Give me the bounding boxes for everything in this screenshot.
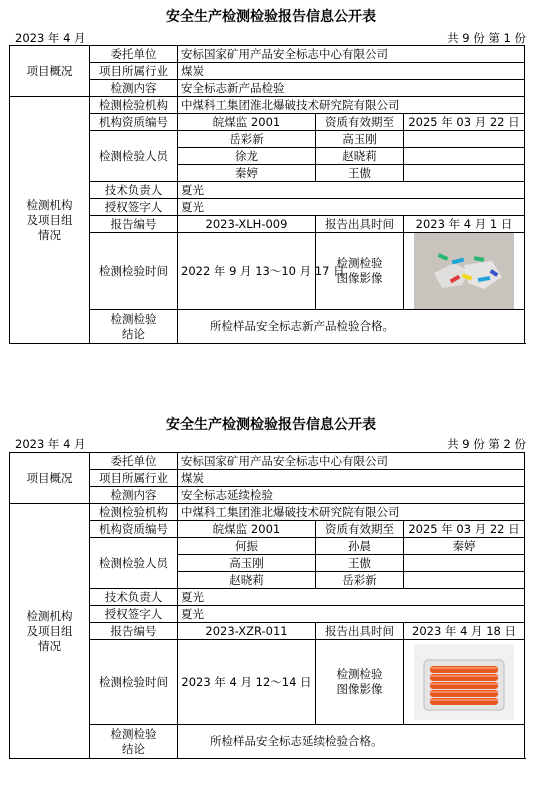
testers-label: 检测检验人员 [90,131,178,182]
test-content-value: 安全标志新产品检验 [178,80,525,97]
report-date: 2023 年 4 月 [15,437,86,451]
entrust-unit-value: 安标国家矿用产品安全标志中心有限公司 [178,46,525,63]
report-table [9,452,525,759]
tester-name: 王傲 [316,165,404,182]
qualification-no-value: 皖煤监 2001 [178,114,316,131]
industry-value: 煤炭 [178,470,525,487]
tester-name: 岳彩新 [316,572,404,589]
issue-date-value: 2023 年 4 月 18 日 [404,623,525,640]
institution-group-label: 检测机构 及项目组 情况 [10,97,90,344]
tester-name [404,165,525,182]
institution-label: 检测检验机构 [90,504,178,521]
institution-group-label: 检测机构 及项目组 情况 [10,504,90,759]
test-content-label: 检测内容 [90,80,178,97]
entrust-unit-value: 安标国家矿用产品安全标志中心有限公司 [178,453,525,470]
validity-value: 2025 年 03 月 22 日 [404,114,525,131]
tester-name: 高玉刚 [316,131,404,148]
qualification-no-value: 皖煤监 2001 [178,521,316,538]
qualification-no-label: 机构资质编号 [90,114,178,131]
sample-photo-cell [404,640,525,725]
tester-name: 岳彩新 [178,131,316,148]
institution-label: 检测检验机构 [90,97,178,114]
table-row [10,504,525,521]
conclusion-value: 所检样品安全标志延续检验合格。 [178,725,525,759]
testers-label: 检测检验人员 [90,538,178,589]
report-title: 安全生产检测检验报告信息公开表 [166,9,376,25]
table-row [10,97,525,114]
test-time-value: 2022 年 9 月 13～10 月 17 日 [178,233,316,310]
entrust-unit-label: 委托单位 [90,46,178,63]
industry-label: 项目所属行业 [90,63,178,80]
tester-name: 赵晓莉 [178,572,316,589]
test-content-value: 安全标志延续检验 [178,487,525,504]
signer-value: 夏光 [178,606,525,623]
report-date: 2023 年 4 月 [15,31,86,45]
report-table [9,45,525,344]
sample-photo-cell [404,233,525,310]
qualification-no-label: 机构资质编号 [90,521,178,538]
test-time-label: 检测检验时间 [90,640,178,725]
tester-name: 徐龙 [178,148,316,165]
issue-date-label: 报告出具时间 [316,216,404,233]
conclusion-value: 所检样品安全标志新产品检验合格。 [178,310,525,344]
issue-date-value: 2023 年 4 月 1 日 [404,216,525,233]
signer-value: 夏光 [178,199,525,216]
signer-label: 授权签字人 [90,199,178,216]
tester-name: 秦婷 [178,165,316,182]
sample-photo [414,644,514,720]
tester-name: 孙晨 [316,538,404,555]
entrust-unit-label: 委托单位 [90,453,178,470]
validity-label: 资质有效期至 [316,114,404,131]
validity-label: 资质有效期至 [316,521,404,538]
tester-name: 高玉刚 [178,555,316,572]
tech-lead-value: 夏光 [178,589,525,606]
tester-name: 赵晓莉 [316,148,404,165]
tester-name: 秦婷 [404,538,525,555]
conclusion-label: 检测检验 结论 [90,310,178,344]
sample-photo [414,233,514,309]
issue-date-label: 报告出具时间 [316,623,404,640]
tester-name [404,131,525,148]
image-label: 检测检验 图像影像 [316,233,404,310]
project-overview-label: 项目概况 [10,46,90,97]
table-row [10,46,525,63]
tester-name: 何振 [178,538,316,555]
report-page-count: 共 9 份 第 2 份 [447,437,526,451]
conclusion-label: 检测检验 结论 [90,725,178,759]
tech-lead-label: 技术负责人 [90,589,178,606]
tester-name [404,148,525,165]
project-overview-label: 项目概况 [10,453,90,504]
report-no-value: 2023-XZR-011 [178,623,316,640]
report-no-value: 2023-XLH-009 [178,216,316,233]
institution-value: 中煤科工集团淮北爆破技术研究院有限公司 [178,504,525,521]
tech-lead-value: 夏光 [178,182,525,199]
test-time-label: 检测检验时间 [90,233,178,310]
report-no-label: 报告编号 [90,216,178,233]
tester-name [404,572,525,589]
industry-value: 煤炭 [178,63,525,80]
tech-lead-label: 技术负责人 [90,182,178,199]
validity-value: 2025 年 03 月 22 日 [404,521,525,538]
industry-label: 项目所属行业 [90,470,178,487]
test-time-value: 2023 年 4 月 12～14 日 [178,640,316,725]
table-row [10,453,525,470]
report-no-label: 报告编号 [90,623,178,640]
signer-label: 授权签字人 [90,606,178,623]
report-page-count: 共 9 份 第 1 份 [447,31,526,45]
tester-name [404,555,525,572]
tester-name: 王傲 [316,555,404,572]
image-label: 检测检验 图像影像 [316,640,404,725]
institution-value: 中煤科工集团淮北爆破技术研究院有限公司 [178,97,525,114]
test-content-label: 检测内容 [90,487,178,504]
report-title: 安全生产检测检验报告信息公开表 [166,417,376,433]
